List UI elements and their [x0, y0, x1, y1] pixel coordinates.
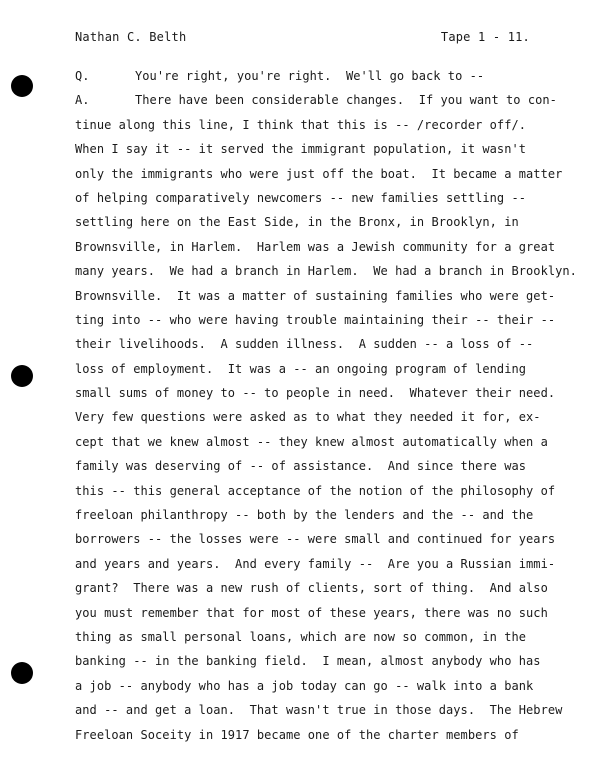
transcript-line	[75, 64, 559, 88]
line-text: When I say it -- it served the immigrant population, it wasn't	[75, 142, 527, 157]
speaker-label: Q.	[75, 69, 90, 83]
line-text: borrowers -- the losses were -- were small and continued for years	[75, 532, 556, 547]
interviewee-name: Nathan C. Belth	[75, 30, 187, 44]
line-text: There have been considerable changes. If you want to con-	[135, 93, 557, 108]
transcript-line	[75, 259, 577, 283]
transcript-line	[75, 649, 559, 673]
transcript-line	[75, 284, 559, 308]
line-text: family was deserving of -- of assistance. And since there was	[75, 459, 527, 474]
line-text: grant? There was a new rush of clients, sort of thing. And also	[75, 581, 548, 596]
tape-label: Tape 1 - 11.	[440, 30, 530, 44]
line-text: Freeloan Soceity in 1917 became one of the charter members of	[75, 727, 519, 742]
transcript-line	[75, 137, 559, 161]
transcript-line	[75, 210, 559, 234]
line-text: a job -- anybody who has a job today can go -- walk into a bank	[75, 678, 534, 693]
line-text: their livelihoods. A sudden illness. A sudden -- a loss of --	[75, 337, 534, 352]
line-text: only the immigrants who were just off the boat. It became a matter	[75, 166, 563, 181]
transcript-line	[75, 527, 559, 551]
transcript-line	[75, 552, 559, 576]
transcript-line	[75, 698, 563, 722]
line-text: loss of employment. It was a -- an ongoing program of lending	[75, 361, 527, 376]
transcript-line	[75, 113, 559, 137]
line-text: small sums of money to -- to people in need. Whatever their need.	[75, 386, 556, 401]
transcript-line	[75, 674, 559, 698]
transcript-line	[75, 503, 559, 527]
line-text: this -- this general acceptance of the notion of the philosophy of	[75, 483, 556, 498]
line-text: cept that we knew almost -- they knew almost automatically when a	[75, 434, 548, 449]
transcript-line	[75, 405, 559, 429]
line-text: You're right, you're right. We'll go back to --	[135, 69, 485, 83]
transcript-line	[75, 381, 559, 405]
line-text: banking -- in the banking field. I mean, almost anybody who has	[75, 654, 541, 669]
line-text: freeloan philanthropy -- both by the lenders and the -- and the	[75, 508, 534, 523]
transcript-line	[75, 576, 559, 600]
line-text: and years and years. And every family -- Are you a Russian immi-	[75, 556, 556, 571]
transcript-line	[75, 308, 559, 332]
line-text: of helping comparatively newcomers -- new families settling --	[75, 190, 527, 205]
transcript-line	[75, 235, 559, 259]
transcript-line	[75, 88, 559, 112]
transcript-line	[75, 479, 559, 503]
line-text: many years. We had a branch in Harlem. We had a branch in Brooklyn.	[75, 264, 577, 279]
punch-hole-icon	[11, 75, 33, 97]
line-text: and -- and get a loan. That wasn't true in those days. The Hebrew	[75, 703, 563, 718]
line-text: settling here on the East Side, in the Bronx, in Brooklyn, in	[75, 215, 519, 230]
line-text: you must remember that for most of these years, there was no such	[75, 605, 548, 620]
transcript-line	[75, 332, 559, 356]
punch-hole-icon	[11, 365, 33, 387]
transcript-line	[75, 162, 563, 186]
line-text: Brownsville, in Harlem. Harlem was a Jewish community for a great	[75, 239, 556, 254]
punch-hole-icon	[11, 662, 33, 684]
transcript-body	[75, 64, 577, 747]
transcript-line	[75, 357, 559, 381]
transcript-line	[75, 186, 559, 210]
line-text: Brownsville. It was a matter of sustaining families who were get-	[75, 288, 556, 303]
transcript-line	[75, 601, 559, 625]
transcript-line	[75, 454, 559, 478]
transcript-line	[75, 723, 559, 747]
line-text: ting into -- who were having trouble maintaining their -- their --	[75, 312, 556, 327]
line-text: thing as small personal loans, which are now so common, in the	[75, 629, 527, 644]
speaker-label: A.	[75, 93, 90, 108]
transcript-line	[75, 430, 559, 454]
transcript-line	[75, 625, 559, 649]
line-text: Very few questions were asked as to what they needed it for, ex-	[75, 410, 541, 425]
line-text: tinue along this line, I think that this is -- /recorder off/.	[75, 117, 527, 132]
